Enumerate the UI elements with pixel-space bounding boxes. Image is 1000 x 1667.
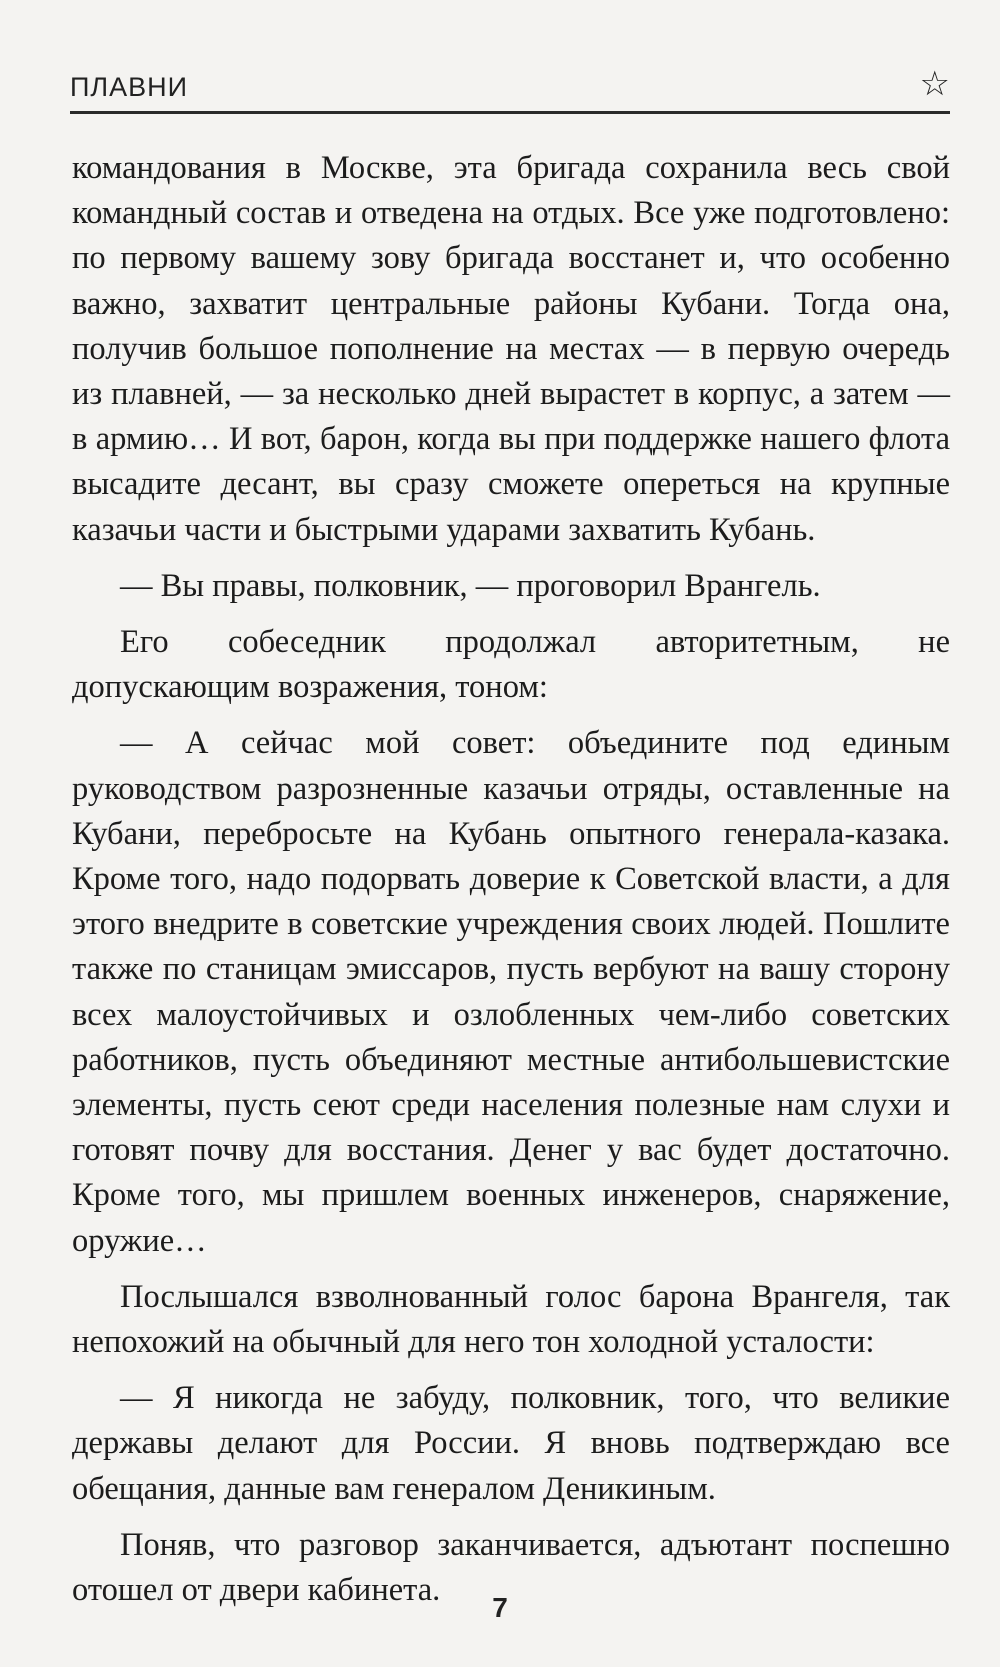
page-header [70, 66, 950, 110]
body-text [72, 146, 950, 1613]
page-number: 7 [492, 1592, 508, 1623]
paragraph: Послышался взволнованный голос барона Врангеля, так непохожий на обычный для него тон холодной усталости: [72, 1278, 950, 1361]
paragraph: командования в Москве, эта бригада сохранила весь свой командный состав и отведена на отдых. Все уже подготовлено: по первому вашему зову бригада восстанет и, что особенно важно, захватит центральные районы Кубани. Тогда она, получив большое пополнение на местах — в первую очередь из плавней, — за несколько дней вырастет в корпус, а затем — в армию… И вот, барон, когда вы при поддержке нашего флота высадите десант, вы сразу сможете опереться на крупные казачьи части и быстрыми ударами захватить Кубань. [72, 150, 950, 548]
star-icon: ☆ [919, 64, 950, 104]
paragraph: — А сейчас мой совет: объедините под единым руководством разрозненные казачьи отряды, оставленные на Кубани, перебросьте на Кубань опытного генерала-казака. Кроме того, надо подорвать доверие к Советской власти, а для этого внедрите в советские учреждения своих людей. Пошлите также по станицам эмиссаров, пусть вербуют на вашу сторону всех малоустойчивых и озлобленных чем-либо советских работников, пусть объединяют местные антибольшевистские элементы, пусть сеют среди населения полезные нам слухи и готовят почву для восстания. Денег у вас будет достаточно. Кроме того, мы пришлем военных инженеров, снаряжение, оружие… [72, 725, 950, 1259]
running-head: ПЛАВНИ [70, 72, 189, 102]
paragraph: — Я никогда не забуду, полковник, того, что великие державы делают для России. Я вновь подтверждаю все обещания, данные вам генералом Деникиным. [72, 1380, 950, 1507]
header-rule [70, 111, 950, 114]
paragraph: Его собеседник продолжал авторитетным, не допускающим возражения, тоном: [72, 624, 950, 706]
paragraph: Поняв, что разговор заканчивается, адъютант поспешно отошел от двери кабинета. [72, 1526, 950, 1609]
paragraph: — Вы правы, полковник, — проговорил Врангель. [120, 567, 821, 604]
